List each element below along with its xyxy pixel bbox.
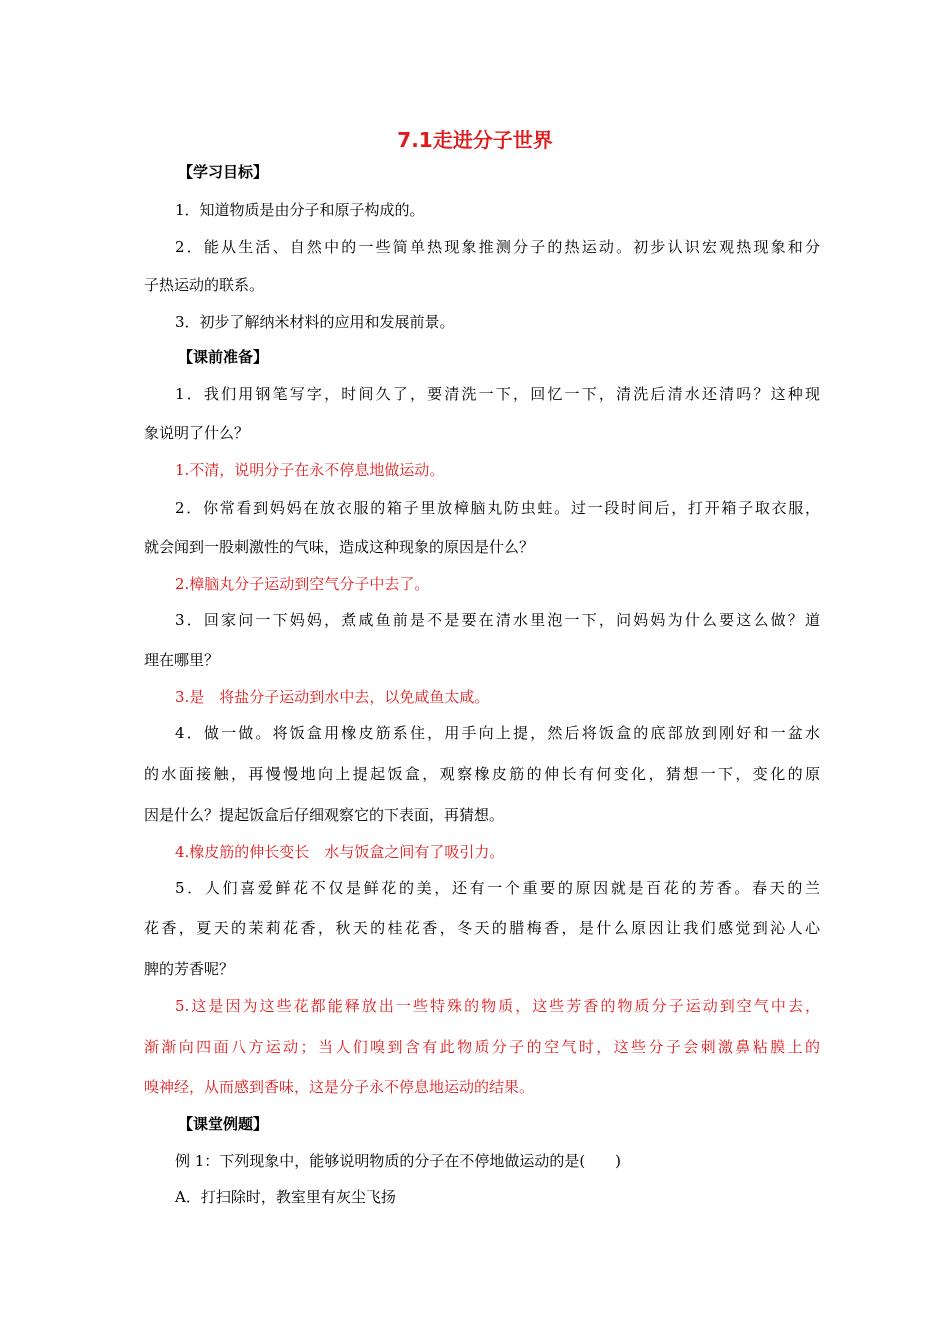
goal-3: 3．初步了解纳米材料的应用和发展前景。 [175,313,455,331]
answer-5-line-1: 5.这是因为这些花都能释放出一些特殊的物质，这些芳香的物质分子运动到空气中去， [175,997,820,1015]
question-4-line-2: 的水面接触，再慢慢地向上提起饭盒，观察橡皮筋的伸长有何变化，猜想一下，变化的原 [144,765,820,783]
goal-2-line-1: 2．能从生活、自然中的一些简单热现象推测分子的热运动。初步认识宏观热现象和分 [175,238,820,256]
question-4-line-3: 因是什么？提起饭盒后仔细观察它的下表面，再猜想。 [144,806,505,824]
page-title: 7.1走进分子世界 [397,128,553,152]
question-2-line-2: 就会闻到一股刺激性的气味，造成这种现象的原因是什么？ [144,538,535,556]
question-2-line-1: 2．你常看到妈妈在放衣服的箱子里放樟脑丸防虫蛀。过一段时间后，打开箱子取衣服， [175,499,820,517]
question-4-line-1: 4．做一做。将饭盒用橡皮筋系住，用手向上提，然后将饭盒的底部放到刚好和一盆水 [175,724,820,742]
answer-5-line-2: 渐渐向四面八方运动；当人们嗅到含有此物质分子的空气时，这些分子会刺激鼻粘膜上的 [144,1038,820,1056]
section-heading-prep: 【课前准备】 [178,348,269,366]
answer-4: 4.橡皮筋的伸长变长 水与饭盒之间有了吸引力。 [175,843,505,861]
goal-1: 1．知道物质是由分子和原子构成的。 [175,201,425,219]
answer-2: 2.樟脑丸分子运动到空气分子中去了。 [175,575,430,593]
question-3-line-1: 3．回家问一下妈妈，煮咸鱼前是不是要在清水里泡一下，问妈妈为什么要这么做？道 [175,611,820,629]
question-1-line-2: 象说明了什么？ [144,424,250,442]
question-5-line-1: 5．人们喜爱鲜花不仅是鲜花的美，还有一个重要的原因就是百花的芳香。春天的兰 [175,879,820,897]
example-1-question: 例 1：下列现象中，能够说明物质的分子在不停地做运动的是( ) [175,1152,622,1170]
question-3-line-2: 理在哪里？ [144,651,220,669]
answer-5-line-3: 嗅神经，从而感到香味，这是分子永不停息地运动的结果。 [144,1078,535,1096]
goal-2-line-2: 子热运动的联系。 [144,276,265,294]
section-heading-goals: 【学习目标】 [178,163,269,181]
example-1-option-a: A．打扫除时，教室里有灰尘飞扬 [175,1188,396,1206]
answer-1: 1.不清，说明分子在永不停息地做运动。 [175,461,445,479]
question-5-line-2: 花香，夏天的茉莉花香，秋天的桂花香，冬天的腊梅香，是什么原因让我们感觉到沁人心 [144,919,820,937]
question-1-line-1: 1．我们用钢笔写字，时间久了，要清洗一下，回忆一下，清洗后清水还清吗？这种现 [175,385,820,403]
question-5-line-3: 脾的芳香呢？ [144,960,235,978]
section-heading-examples: 【课堂例题】 [178,1115,269,1133]
answer-3: 3.是 将盐分子运动到水中去，以免咸鱼太咸。 [175,688,490,706]
